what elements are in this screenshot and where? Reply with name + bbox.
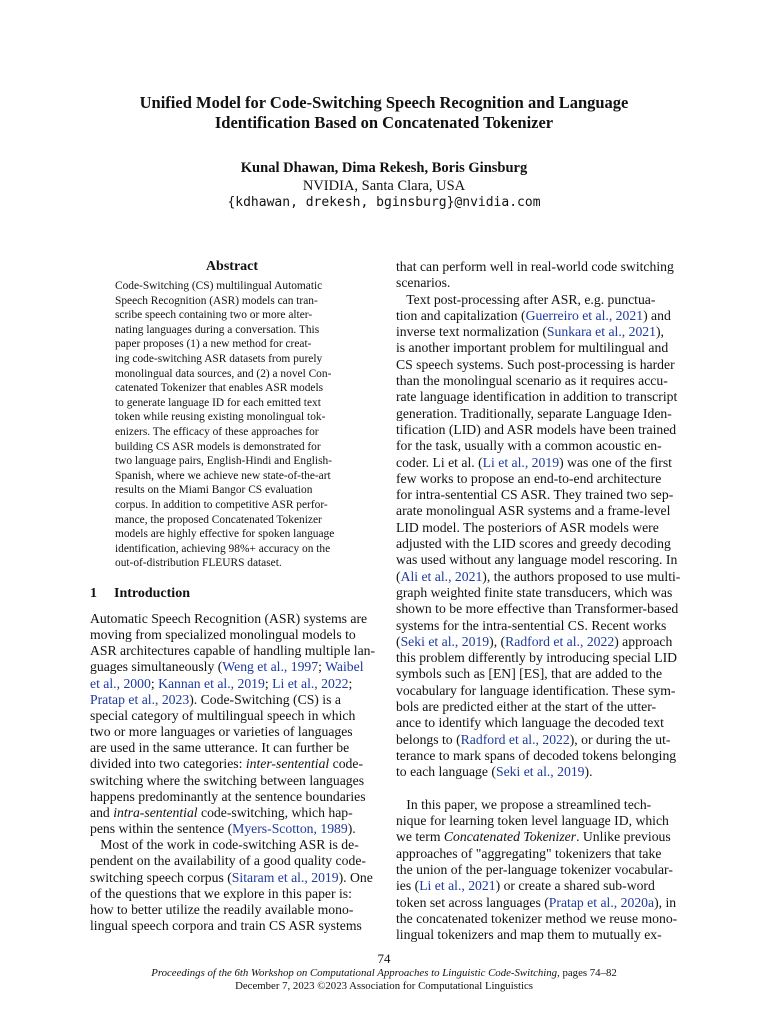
text-segment: was used without any language model rescoring. In <box>396 552 678 568</box>
text-segment: Text post-processing after ASR, e.g. punctua- <box>396 291 656 307</box>
text-segment: that can perform well in real-world code switching <box>396 259 674 274</box>
text-segment: ), ( <box>489 633 506 649</box>
abstract-line: ing code-switching ASR datasets from purely <box>115 352 323 365</box>
abstract-line: Spanish, where we achieve new state-of-the-art <box>115 469 331 482</box>
text-line <box>396 797 680 813</box>
proceedings-title: Proceedings of the 6th Workshop on Computational Approaches to Linguistic Code-Switching <box>151 967 558 979</box>
text-segment: bols are predicted either at the start of the utter- <box>396 699 657 715</box>
right-column-body <box>396 259 680 943</box>
text-segment: ies ( <box>396 878 420 894</box>
text-segment: divided into two categories: <box>90 756 246 772</box>
abstract-line: paper proposes (1) a new method for creat- <box>115 338 312 351</box>
citation-link[interactable]: Seki et al., 2019 <box>400 633 490 649</box>
citation-link[interactable]: Pratap et al., 2023 <box>90 691 190 707</box>
text-segment: guages simultaneously ( <box>90 659 223 675</box>
section-heading-introduction <box>90 585 190 603</box>
text-line <box>396 503 680 519</box>
text-segment: how to better utilize the readily available mono- <box>90 901 354 917</box>
citation-link[interactable]: et al., 2000 <box>90 675 151 691</box>
text-segment: lingual speech corpora and train CS ASR systems <box>90 917 362 933</box>
text-segment: ). <box>584 764 593 780</box>
text-segment: than the monolingual scenario as it requires accu- <box>396 373 668 389</box>
citation-link[interactable]: Li et al., 2021 <box>419 878 496 894</box>
text-line <box>396 552 680 568</box>
abstract-line: building CS ASR models is demonstrated for <box>115 440 321 453</box>
text-segment: inverse text normalization ( <box>396 324 547 340</box>
text-segment: we term <box>396 829 444 845</box>
text-line <box>90 724 374 740</box>
text-segment: ), or during the ut- <box>569 731 671 747</box>
abstract-line: corpus. In addition to competitive ASR perfor- <box>115 498 328 511</box>
text-segment: ; <box>348 675 353 691</box>
text-segment: ( <box>396 633 401 649</box>
text-segment: vocabulary for language identification. These sym- <box>396 682 676 698</box>
text-segment: token set across languages ( <box>396 894 549 910</box>
text-line <box>90 886 374 902</box>
text-line <box>396 748 680 764</box>
text-segment: arate monolingual ASR systems and a frame-level <box>396 503 671 519</box>
text-segment: this problem differently by introducing special LID <box>396 650 678 666</box>
text-segment: the union of the per-language tokenizer vocabular- <box>396 861 673 877</box>
abstract-line: catenated Tokenizer that enables ASR models <box>115 382 324 395</box>
emphasized-term: Concatenated Tokenizer <box>443 829 577 845</box>
text-segment: nique for learning token level language ID, which <box>396 813 669 829</box>
text-line <box>396 406 680 422</box>
text-line <box>90 708 374 724</box>
text-line <box>396 422 680 438</box>
text-line <box>396 618 680 634</box>
citation-link[interactable]: Radford et al., 2022 <box>460 731 570 747</box>
text-segment: the concatenated tokenizer method we reuse mono- <box>396 910 678 926</box>
author-emails: {kdhawan, drekesh, bginsburg}@nvidia.com <box>227 195 541 210</box>
citation-link[interactable]: Li et al., 2019 <box>482 454 560 470</box>
text-segment: ASR architectures capable of handling multiple lan- <box>90 643 376 659</box>
abstract-line: enizers. The efficacy of these approaches for <box>115 425 319 438</box>
text-segment: Automatic Speech Recognition (ASR) systems are <box>90 611 368 626</box>
text-segment: pens within the sentence ( <box>90 821 233 837</box>
text-segment: ). One <box>338 869 373 885</box>
text-line <box>396 438 680 454</box>
text-line <box>90 676 374 692</box>
text-segment: pendent on the availability of a good quality code- <box>90 853 366 869</box>
section-number: 1 <box>90 586 97 601</box>
text-segment: . Unlike previous <box>576 829 671 845</box>
text-line <box>396 601 680 617</box>
text-line <box>90 611 374 627</box>
text-line <box>90 773 374 789</box>
text-line <box>90 902 374 918</box>
text-line <box>396 585 680 601</box>
text-segment: ; <box>150 675 159 691</box>
text-line <box>396 308 680 324</box>
text-line <box>396 634 680 650</box>
text-segment: scenarios. <box>396 275 451 291</box>
text-segment: symbols such as [EN] [ES], that are added to the <box>396 666 663 682</box>
text-line <box>90 627 374 643</box>
text-segment: ) was one of the first <box>559 454 672 470</box>
text-segment: code- <box>329 756 364 772</box>
text-segment: for intra-sentential CS ASR. They trained two sep- <box>396 487 674 503</box>
text-line <box>396 259 680 275</box>
text-segment: belongs to ( <box>396 731 461 747</box>
text-segment: shown to be more effective than Transformer-based <box>396 601 679 617</box>
text-line <box>396 715 680 731</box>
abstract-line: monolingual data sources, and (2) a novel Con- <box>115 367 332 380</box>
text-segment: ; <box>264 675 273 691</box>
text-line <box>90 789 374 805</box>
abstract-line: Code-Switching (CS) multilingual Automatic <box>115 280 323 292</box>
text-segment: coder. Li et al. ( <box>396 454 483 470</box>
text-segment: graph weighted finite state transducers, which was <box>396 584 673 600</box>
emphasized-term: inter-sentential <box>245 756 330 772</box>
text-segment: ) and <box>643 307 671 323</box>
text-segment: ( <box>396 568 401 584</box>
text-segment: approaches of "aggregating" tokenizers that take <box>396 845 662 861</box>
text-line <box>396 471 680 487</box>
citation-link[interactable]: Sitaram et al., 2019 <box>231 869 339 885</box>
citation-link[interactable]: Kannan et al., 2019 <box>158 675 265 691</box>
citation-link[interactable]: Guerreiro et al., 2021 <box>525 307 644 323</box>
text-segment: of the questions that we explore in this paper is: <box>90 885 352 901</box>
text-line <box>396 813 680 829</box>
text-segment: LID model. The posteriors of ASR models were <box>396 519 659 535</box>
text-line <box>90 659 374 675</box>
text-line <box>396 846 680 862</box>
text-line <box>396 764 680 780</box>
text-line <box>90 870 374 886</box>
text-line <box>396 878 680 894</box>
citation-link[interactable]: Seki et al., 2019 <box>495 764 585 780</box>
text-segment: code-switching, which hap- <box>197 804 353 820</box>
text-segment: switching where the switching between languages <box>90 772 365 788</box>
abstract-line: out-of-distribution FLEURS dataset. <box>115 557 282 570</box>
text-segment: adjusted with the LID scores and greedy decoding <box>396 536 671 552</box>
text-segment: moving from specialized monolingual models to <box>90 627 356 643</box>
abstract-line: two language pairs, English-Hindi and English- <box>115 455 333 468</box>
abstract-line: results on the Miami Bangor CS evaluation <box>115 484 313 497</box>
text-line <box>396 911 680 927</box>
text-segment: and <box>90 804 114 820</box>
text-line <box>90 853 374 869</box>
text-line <box>396 520 680 536</box>
text-segment: special category of multilingual speech in which <box>90 707 356 723</box>
proceedings-pages: , pages 74–82 <box>557 967 617 979</box>
abstract-body <box>115 279 359 571</box>
text-line <box>396 650 680 666</box>
citation-link[interactable]: Pratap et al., 2020a <box>548 894 655 910</box>
text-segment: two or more languages or varieties of languages <box>90 724 353 740</box>
text-segment: ), the authors proposed to use multi- <box>482 568 681 584</box>
abstract-heading: Abstract <box>205 259 259 274</box>
text-segment: ), <box>655 324 664 340</box>
text-line <box>396 895 680 911</box>
text-segment: rate language identification in addition to transcript <box>396 389 678 405</box>
text-line <box>396 373 680 389</box>
text-line <box>396 829 680 845</box>
text-line <box>396 927 680 943</box>
text-line <box>396 699 680 715</box>
copyright-footer: December 7, 2023 ©2023 Association for Computational Linguistics <box>235 980 533 992</box>
text-segment: is another important problem for multilingual and <box>396 340 669 356</box>
text-line <box>396 569 680 585</box>
text-segment: to each language ( <box>396 764 496 780</box>
page-number: 74 <box>377 951 391 966</box>
abstract-line: scribe speech containing two or more alter- <box>115 309 313 322</box>
section-title: Introduction <box>114 586 190 601</box>
text-segment: tification (LID) and ASR models have been trained <box>396 421 677 437</box>
text-line <box>396 781 680 797</box>
text-segment: ; <box>318 659 326 675</box>
abstract-line: to generate language ID for each emitted text <box>115 396 321 409</box>
text-line <box>396 389 680 405</box>
citation-link[interactable]: Ali et al., 2021 <box>400 568 483 584</box>
text-line <box>396 357 680 373</box>
citation-link[interactable]: Li et al., 2022 <box>272 675 349 691</box>
text-line <box>90 692 374 708</box>
abstract-line: Speech Recognition (ASR) models can tran- <box>115 294 318 307</box>
text-segment: ) approach <box>614 633 673 649</box>
text-line <box>396 683 680 699</box>
text-line <box>396 340 680 356</box>
text-segment: are used in the same utterance. It can further be <box>90 740 350 756</box>
text-line <box>90 740 374 756</box>
text-line <box>396 666 680 682</box>
text-line <box>396 536 680 552</box>
text-line <box>396 862 680 878</box>
abstract-line: identification, achieving 98%+ accuracy on the <box>115 542 331 555</box>
text-line <box>396 275 680 291</box>
abstract-line: token while reusing existing monolingual tok- <box>115 411 326 424</box>
proceedings-footer <box>0 967 768 980</box>
author-list: Kunal Dhawan, Dima Rekesh, Boris Ginsburg <box>240 160 528 176</box>
citation-link[interactable]: Weng et al., 1997 <box>222 659 319 675</box>
citation-link[interactable]: Sunkara et al., 2021 <box>546 324 656 340</box>
citation-link[interactable]: Myers-Scotton, 1989 <box>232 821 348 837</box>
text-segment: switching speech corpus ( <box>90 869 232 885</box>
text-segment: In this paper, we propose a streamlined tech- <box>396 796 652 812</box>
text-segment: systems for the intra-sentential CS. Recent works <box>396 617 667 633</box>
text-line <box>90 805 374 821</box>
text-segment: for the task, usually with a common acoustic en- <box>396 438 662 454</box>
abstract-line: mance, the proposed Concatenated Tokenizer <box>115 513 322 526</box>
text-line <box>396 732 680 748</box>
text-line <box>90 821 374 837</box>
abstract-line: nating languages during a conversation. This <box>115 323 320 336</box>
text-segment: few works to propose an end-to-end architecture <box>396 470 662 486</box>
text-segment: ) or create a shared sub-word <box>495 878 655 894</box>
text-segment: ), in <box>654 894 677 910</box>
citation-link[interactable]: Waibel <box>325 659 364 675</box>
abstract-line: models are highly effective for spoken language <box>115 528 335 541</box>
text-segment: happens predominantly at the sentence boundaries <box>90 788 366 804</box>
text-segment: Most of the work in code-switching ASR is de- <box>90 837 359 853</box>
text-line <box>396 324 680 340</box>
left-column-body <box>90 611 374 934</box>
text-line <box>90 756 374 772</box>
text-segment: generation. Traditionally, separate Language Iden- <box>396 405 672 421</box>
text-line <box>90 643 374 659</box>
paper-title <box>60 93 708 133</box>
citation-link[interactable]: Radford et al., 2022 <box>505 633 615 649</box>
text-line <box>90 837 374 853</box>
text-segment: ). Code-Switching (CS) is a <box>189 691 341 707</box>
text-line <box>396 487 680 503</box>
text-line <box>396 292 680 308</box>
text-segment: ance to identify which language the decoded text <box>396 715 664 731</box>
text-segment: terance to mark spans of decoded tokens belonging <box>396 747 677 763</box>
text-line <box>90 918 374 934</box>
emphasized-term: intra-sentential <box>113 804 198 820</box>
text-segment: tion and capitalization ( <box>396 307 526 323</box>
text-segment: lingual tokenizers and map them to mutually ex- <box>396 927 662 943</box>
text-segment: ). <box>347 821 356 837</box>
title-line-1: Unified Model for Code-Switching Speech Recognition and Language <box>139 93 629 112</box>
text-segment: CS speech systems. Such post-processing is harder <box>396 356 675 372</box>
title-line-2: Identification Based on Concatenated Tokenizer <box>214 113 554 132</box>
text-line <box>396 455 680 471</box>
affiliation: NVIDIA, Santa Clara, USA <box>302 178 466 194</box>
